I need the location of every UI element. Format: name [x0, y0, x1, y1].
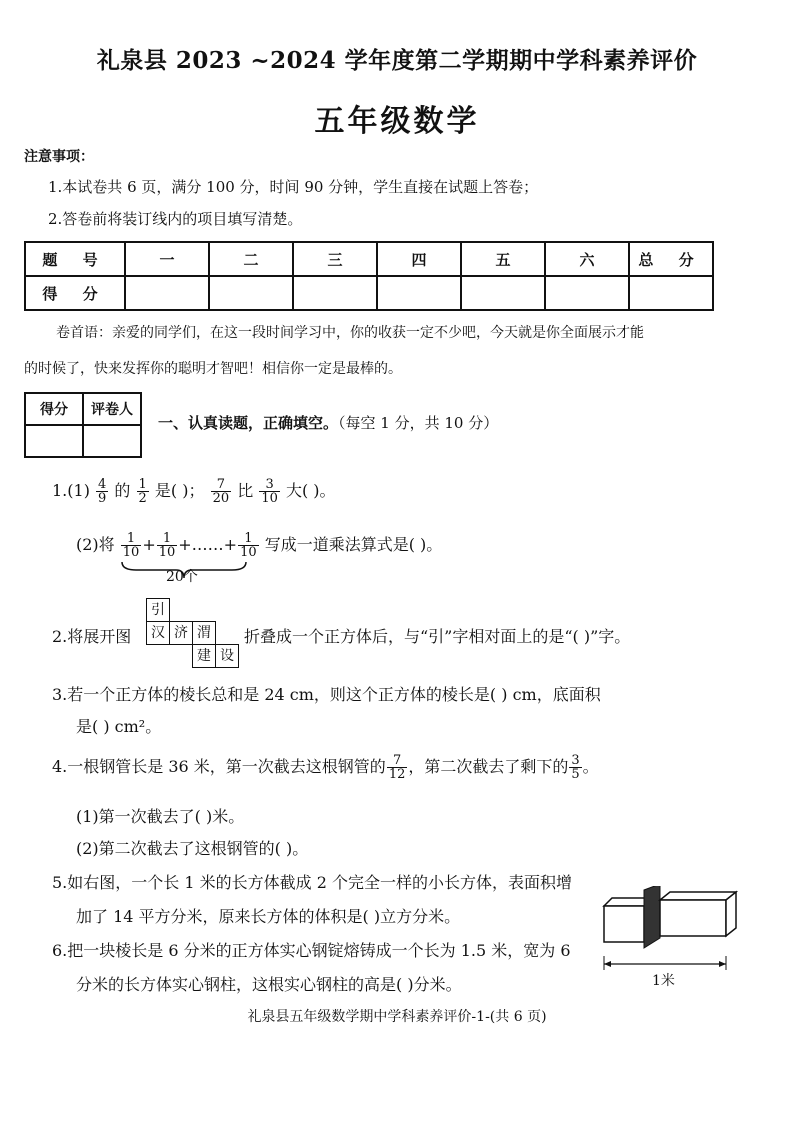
- score-cell-5[interactable]: [461, 276, 545, 310]
- section-1-note: （每空 1 分，共 10 分）: [338, 414, 499, 432]
- preface-line-2: 的时候了，快来发挥你的聪明才智吧！相信你一定是最棒的。: [24, 361, 402, 377]
- exam-title: 礼泉县 2023 ~2024 学年度第二学期期中学科素养评价: [96, 47, 698, 74]
- score-cell-1[interactable]: [125, 276, 209, 310]
- note-item-2: 2.答卷前将装订线内的项目填写清楚。: [48, 210, 303, 228]
- q1-prefix: 1.(1): [52, 481, 90, 500]
- cuboid-figure: [598, 886, 748, 982]
- question-1-part-1: 1.(1) $\frac{4}{9}$ 的 $\frac{1}{2}$ 是( )； $\frac{7}{20}$ 比 $\frac{3}{10}$ 大( )。: [52, 477, 336, 506]
- score-header-6: 六: [545, 242, 629, 276]
- question-5-line-1: 5.如右图，一个长 1 米的长方体截成 2 个完全一样的小长方体，表面积增: [52, 873, 572, 892]
- question-3-line-1[interactable]: 3.若一个正方体的棱长总和是 24 cm，则这个正方体的棱长是( ) cm，底面积: [52, 685, 601, 704]
- net-cell-wei: 渭: [192, 621, 216, 645]
- fraction-1-10-a: $\frac{1}{10}$: [122, 531, 140, 560]
- grader-name-cell[interactable]: [83, 425, 141, 457]
- fraction-1-2: $\frac{1}{2}$: [138, 477, 147, 506]
- section-1-heading: [158, 412, 498, 433]
- q1-blank-2[interactable]: 大( )。: [285, 481, 336, 500]
- notes-heading: 注意事项：: [24, 149, 94, 165]
- score-table: [24, 241, 714, 311]
- score-cell-3[interactable]: [293, 276, 377, 310]
- question-1-part-2: (2)将 $\frac{1}{10}$ + $\frac{1}{10}$ +……+ $\frac{1}{10}$ 写成一道乘法算式是( )。: [76, 531, 443, 560]
- cube-net: [146, 598, 242, 668]
- grader-name-label: 评卷人: [83, 393, 141, 425]
- net-cell-yin: 引: [146, 598, 170, 622]
- grader-table: [24, 392, 142, 458]
- section-1-title: 一、认真读题，正确填空。: [158, 414, 339, 432]
- grader-score-cell[interactable]: [25, 425, 83, 457]
- brace-label: 20个: [166, 569, 198, 585]
- net-cell-han: 汉: [146, 621, 170, 645]
- question-4-line-1: 4.一根钢管长是 36 米，第一次截去这根钢管的 $\frac{7}{12}$ ，第二次截去了剩下的 $\frac{3}{5}$ 。: [52, 753, 599, 782]
- q1-blank-1[interactable]: 是( )；: [154, 481, 205, 500]
- fraction-1-10-b: $\frac{1}{10}$: [158, 531, 176, 560]
- score-header-3: 三: [293, 242, 377, 276]
- score-header-2: 二: [209, 242, 293, 276]
- fraction-3-5: $\frac{3}{5}$: [571, 753, 580, 782]
- fraction-7-20: $\frac{7}{20}$: [212, 477, 230, 506]
- fraction-7-12: $\frac{7}{12}$: [388, 753, 406, 782]
- score-header-5: 五: [461, 242, 545, 276]
- question-3-line-2[interactable]: 是( ) cm²。: [76, 717, 162, 736]
- q1-blank-3[interactable]: 写成一道乘法算式是( )。: [264, 535, 443, 554]
- net-cell-she: 设: [215, 644, 239, 668]
- score-row-label: 得 分: [25, 276, 125, 310]
- exam-subtitle: 五年级数学: [314, 104, 480, 139]
- question-6-line-2[interactable]: 分米的长方体实心钢柱，这根实心钢柱的高是( )分米。: [76, 975, 462, 994]
- score-header-4: 四: [377, 242, 461, 276]
- score-header-label: 题 号: [25, 242, 125, 276]
- net-cell-jian: 建: [192, 644, 216, 668]
- question-5-line-2[interactable]: 加了 14 平方分米，原来长方体的体积是( )立方分米。: [76, 907, 461, 926]
- score-header-total: 总 分: [629, 242, 713, 276]
- score-cell-total[interactable]: [629, 276, 713, 310]
- question-2-prefix: 2.将展开图: [52, 627, 132, 646]
- score-cell-4[interactable]: [377, 276, 461, 310]
- preface-line-1: 卷首语：亲爱的同学们，在这一段时间学习中，你的收获一定不少吧，今天就是你全面展示才能: [56, 325, 644, 341]
- question-2-suffix[interactable]: 折叠成一个正方体后，与“引”字相对面上的是“( )”字。: [244, 627, 631, 646]
- fraction-4-9: $\frac{4}{9}$: [98, 477, 107, 506]
- note-item-1: 1.本试卷共 6 页，满分 100 分，时间 90 分钟，学生直接在试题上答卷；: [48, 178, 539, 196]
- figure-length-label: 1米: [652, 973, 675, 989]
- question-4-sub-1[interactable]: (1)第一次截去了( )米。: [76, 807, 245, 826]
- question-4-sub-2[interactable]: (2)第二次截去了这根钢管的( )。: [76, 839, 309, 858]
- question-6-line-1: 6.把一块棱长是 6 分米的正方体实心钢锭熔铸成一个长为 1.5 米，宽为 6: [52, 941, 571, 960]
- net-cell-ji: 济: [169, 621, 193, 645]
- score-header-1: 一: [125, 242, 209, 276]
- fraction-3-10: $\frac{3}{10}$: [261, 477, 278, 506]
- fraction-1-10-c: $\frac{1}{10}$: [240, 531, 257, 560]
- score-cell-2[interactable]: [209, 276, 293, 310]
- score-table-score-row: [25, 276, 713, 310]
- grader-score-label: 得分: [25, 393, 83, 425]
- page-footer: 礼泉县五年级数学期中学科素养评价-1-(共 6 页): [247, 1009, 547, 1025]
- score-cell-6[interactable]: [545, 276, 629, 310]
- score-table-header-row: [25, 242, 713, 276]
